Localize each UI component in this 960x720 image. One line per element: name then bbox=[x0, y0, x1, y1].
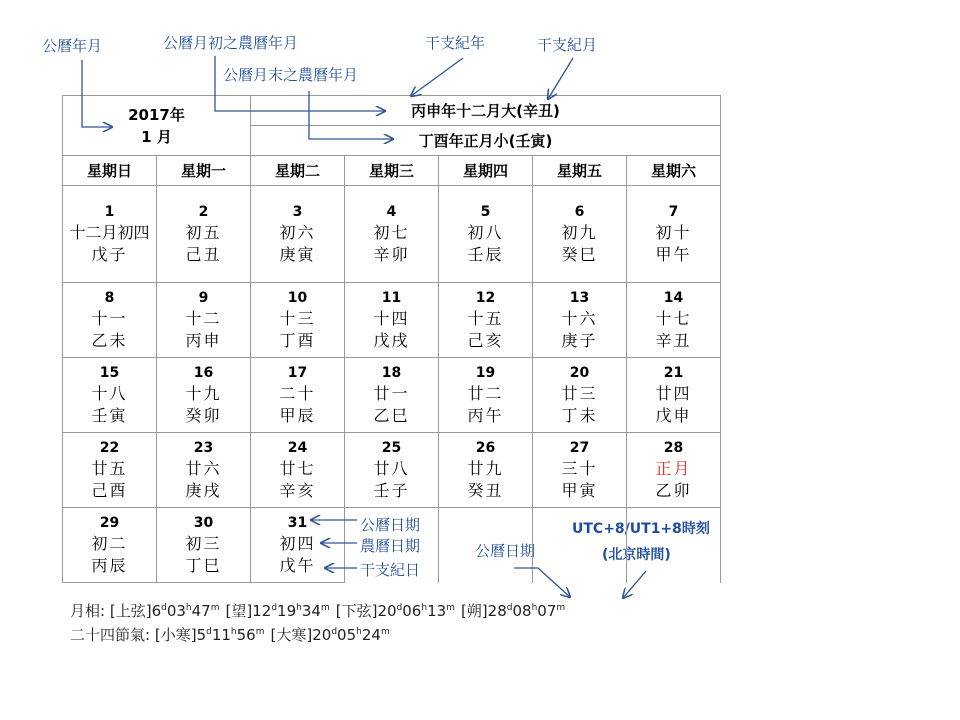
ganzhi-day-text: 戊戌 bbox=[373, 330, 410, 350]
gregorian-day-number: 4 bbox=[386, 203, 397, 220]
unit-hour: h bbox=[356, 627, 362, 637]
astro-event bbox=[336, 602, 455, 620]
astro-event bbox=[155, 626, 265, 644]
arrow-ganzhi-month bbox=[548, 58, 573, 99]
event-hour: 11 bbox=[211, 626, 231, 644]
ganzhi-day-text: 戊午 bbox=[279, 555, 316, 575]
lunar-date-text: 初六 bbox=[279, 222, 316, 242]
ganzhi-day-text: 癸丑 bbox=[467, 480, 504, 500]
moon-phases-line bbox=[70, 600, 571, 621]
gregorian-day-number: 24 bbox=[287, 439, 308, 456]
ganzhi-day-text: 壬子 bbox=[373, 480, 410, 500]
event-hour: 03 bbox=[166, 602, 186, 620]
ganzhi-day-text: 己酉 bbox=[91, 480, 128, 500]
ganzhi-day-text: 癸卯 bbox=[185, 405, 222, 425]
lunar-date-text: 十五 bbox=[467, 308, 504, 328]
event-hour: 08 bbox=[512, 602, 532, 620]
lunar-date-text: 廿一 bbox=[373, 383, 410, 403]
calendar-table bbox=[62, 95, 721, 583]
weekday-header: 星期二 bbox=[251, 156, 345, 186]
gregorian-day-number: 17 bbox=[287, 364, 308, 381]
event-minute: 34 bbox=[301, 602, 321, 620]
event-minute: 56 bbox=[236, 626, 256, 644]
event-minute: 13 bbox=[427, 602, 447, 620]
weekday-header: 星期四 bbox=[439, 156, 533, 186]
lunar-date-text: 十一 bbox=[91, 308, 128, 328]
lunar-date-text: 初七 bbox=[373, 222, 410, 242]
unit-minute: m bbox=[210, 603, 220, 613]
weekday-header: 星期六 bbox=[627, 156, 721, 186]
lunar-date-text: 十四 bbox=[373, 308, 410, 328]
annotation-gregorian-date-2: 公曆日期 bbox=[475, 542, 536, 560]
lunar-date-text: 初二 bbox=[91, 533, 128, 553]
event-minute: 07 bbox=[537, 602, 557, 620]
solar-terms-line bbox=[70, 624, 396, 645]
lunar-date-text: 廿四 bbox=[655, 383, 692, 403]
gregorian-day-number: 23 bbox=[193, 439, 214, 456]
day-cell bbox=[439, 186, 533, 283]
unit-hour: h bbox=[185, 603, 192, 613]
calendar-week-row bbox=[63, 433, 721, 508]
day-cell bbox=[627, 283, 721, 358]
lunar-start-cell: 丙申年十二月大(辛丑) bbox=[251, 96, 721, 126]
lunar-end-cell: 丁酉年正月小(壬寅) bbox=[251, 126, 721, 156]
unit-hour: h bbox=[230, 627, 237, 637]
gregorian-day-number: 31 bbox=[287, 514, 308, 531]
gregorian-day-number: 12 bbox=[475, 289, 496, 306]
lunar-date-text: 十六 bbox=[561, 308, 598, 328]
event-name: [下弦] bbox=[335, 602, 378, 620]
calendar-week-row bbox=[63, 283, 721, 358]
lunar-date-text: 十二月初四 bbox=[69, 222, 150, 242]
day-cell bbox=[627, 433, 721, 508]
lunar-date-text: 十九 bbox=[185, 383, 222, 403]
gregorian-day-number: 15 bbox=[99, 364, 120, 381]
gregorian-day-number: 27 bbox=[569, 439, 590, 456]
annotation-lunar-month-start: 公曆月初之農曆年月 bbox=[163, 34, 299, 52]
event-day: 12 bbox=[252, 602, 272, 620]
gregorian-day-number: 26 bbox=[475, 439, 496, 456]
lunar-date-text: 初五 bbox=[185, 222, 222, 242]
day-cell bbox=[63, 283, 157, 358]
ganzhi-day-text: 戊子 bbox=[91, 244, 128, 264]
unit-minute: m bbox=[380, 627, 390, 637]
gregorian-day-number: 28 bbox=[663, 439, 684, 456]
weekday-header: 星期日 bbox=[63, 156, 157, 186]
gregorian-day-number: 10 bbox=[287, 289, 308, 306]
lunar-date-text: 初八 bbox=[467, 222, 504, 242]
gregorian-day-number: 9 bbox=[198, 289, 209, 306]
day-cell bbox=[533, 508, 627, 583]
event-name: [大寒] bbox=[270, 626, 313, 644]
unit-day: d bbox=[161, 603, 167, 613]
annotation-ganzhi-day: 干支紀日 bbox=[360, 561, 421, 579]
unit-hour: h bbox=[531, 603, 538, 613]
day-cell bbox=[157, 433, 251, 508]
ganzhi-day-text: 丁未 bbox=[561, 405, 598, 425]
unit-hour: h bbox=[296, 603, 302, 613]
event-name: [朔] bbox=[460, 602, 488, 620]
calendar-week-row bbox=[63, 508, 721, 583]
lunar-date-text: 廿三 bbox=[561, 383, 598, 403]
weekday-header: 星期三 bbox=[345, 156, 439, 186]
unit-day: d bbox=[396, 603, 403, 613]
ganzhi-day-text: 己丑 bbox=[185, 244, 222, 264]
ganzhi-day-text: 庚寅 bbox=[279, 244, 316, 264]
event-hour: 05 bbox=[337, 626, 357, 644]
annotation-gregorian-year-month: 公曆年月 bbox=[42, 37, 103, 55]
event-minute: 24 bbox=[361, 626, 381, 644]
day-cell bbox=[439, 508, 536, 583]
gregorian-day-number: 30 bbox=[193, 514, 214, 531]
gregorian-day-number: 7 bbox=[668, 203, 679, 220]
gregorian-day-number: 14 bbox=[663, 289, 684, 306]
event-hour: 06 bbox=[402, 602, 422, 620]
event-name: [小寒] bbox=[154, 626, 197, 644]
ganzhi-day-text: 庚戌 bbox=[185, 480, 222, 500]
lunar-date-text: 廿九 bbox=[467, 458, 504, 478]
event-name: [上弦] bbox=[109, 602, 152, 620]
weekday-row bbox=[63, 156, 721, 186]
annotation-lunar-date: 農曆日期 bbox=[360, 537, 421, 555]
day-cell bbox=[251, 283, 345, 358]
ganzhi-day-text: 甲寅 bbox=[561, 480, 598, 500]
unit-day: d bbox=[271, 603, 278, 613]
ganzhi-day-text: 癸巳 bbox=[561, 244, 598, 264]
day-cell bbox=[345, 508, 439, 583]
event-hour: 19 bbox=[277, 602, 297, 620]
event-day: 20 bbox=[377, 602, 397, 620]
day-cell bbox=[627, 358, 721, 433]
day-cell bbox=[251, 186, 345, 283]
weekday-header: 星期一 bbox=[157, 156, 251, 186]
gregorian-day-number: 6 bbox=[574, 203, 585, 220]
gregorian-day-number: 22 bbox=[99, 439, 120, 456]
unit-minute: m bbox=[556, 603, 566, 613]
lunar-date-text: 正月 bbox=[655, 458, 692, 478]
gregorian-day-number: 29 bbox=[99, 514, 120, 531]
ganzhi-day-text: 乙巳 bbox=[373, 405, 410, 425]
unit-day: d bbox=[206, 627, 212, 637]
ganzhi-day-text: 丙午 bbox=[467, 405, 504, 425]
solar-terms-label: 二十四節氣: bbox=[70, 626, 151, 644]
ganzhi-day-text: 戊申 bbox=[655, 405, 692, 425]
unit-day: d bbox=[506, 603, 513, 613]
event-name: [望] bbox=[225, 602, 253, 620]
ganzhi-day-text: 壬辰 bbox=[467, 244, 504, 264]
gregorian-day-number: 18 bbox=[381, 364, 402, 381]
astro-event bbox=[461, 602, 565, 620]
gregorian-day-number: 13 bbox=[569, 289, 590, 306]
day-cell bbox=[63, 508, 157, 583]
day-cell bbox=[533, 358, 627, 433]
day-cell bbox=[533, 433, 627, 508]
astro-event bbox=[271, 626, 390, 644]
lunar-date-text: 三十 bbox=[561, 458, 598, 478]
day-cell bbox=[345, 283, 439, 358]
day-cell bbox=[251, 508, 345, 583]
gregorian-day-number: 20 bbox=[569, 364, 590, 381]
day-cell bbox=[157, 283, 251, 358]
unit-day: d bbox=[331, 627, 338, 637]
unit-hour: h bbox=[421, 603, 428, 613]
lunar-date-text: 初十 bbox=[655, 222, 692, 242]
year-month-cell bbox=[63, 96, 251, 156]
gregorian-day-number: 19 bbox=[475, 364, 496, 381]
arrow-ganzhi-year bbox=[411, 58, 463, 96]
calendar-week-row bbox=[63, 358, 721, 433]
day-cell bbox=[345, 433, 439, 508]
annotation-beijing-time: (北京時間) bbox=[602, 547, 671, 563]
calendar-week-row bbox=[63, 186, 721, 283]
gregorian-day-number: 8 bbox=[104, 289, 115, 306]
day-cell bbox=[251, 358, 345, 433]
lunar-date-text: 廿八 bbox=[373, 458, 410, 478]
lunar-date-text: 二十 bbox=[279, 383, 316, 403]
day-cell bbox=[63, 358, 157, 433]
gregorian-day-number: 3 bbox=[292, 203, 303, 220]
day-cell bbox=[345, 358, 439, 433]
annotation-timezone: UTC+8/UT1+8時刻 bbox=[572, 521, 710, 537]
day-cell bbox=[627, 186, 721, 283]
day-cell bbox=[439, 433, 533, 508]
day-cell bbox=[533, 283, 627, 358]
annotation-ganzhi-year: 干支紀年 bbox=[425, 34, 486, 52]
annotation-ganzhi-month: 干支紀月 bbox=[537, 36, 598, 54]
ganzhi-day-text: 甲辰 bbox=[279, 405, 316, 425]
day-cell bbox=[157, 358, 251, 433]
astro-event bbox=[226, 602, 330, 620]
moon-phases-label: 月相: bbox=[70, 602, 106, 620]
astro-event bbox=[110, 602, 220, 620]
gregorian-day-number: 2 bbox=[198, 203, 209, 220]
ganzhi-day-text: 丁酉 bbox=[279, 330, 316, 350]
ganzhi-day-text: 丙辰 bbox=[91, 555, 128, 575]
ganzhi-day-text: 庚子 bbox=[561, 330, 598, 350]
event-day: 5 bbox=[196, 626, 207, 644]
ganzhi-day-text: 辛丑 bbox=[655, 330, 692, 350]
day-cell bbox=[251, 433, 345, 508]
day-cell bbox=[157, 186, 251, 283]
unit-minute: m bbox=[255, 627, 265, 637]
day-cell bbox=[63, 186, 157, 283]
weekday-header: 星期五 bbox=[533, 156, 627, 186]
gregorian-day-number: 21 bbox=[663, 364, 684, 381]
day-cell bbox=[533, 186, 627, 283]
lunar-date-text: 廿二 bbox=[467, 383, 504, 403]
event-minute: 47 bbox=[191, 602, 211, 620]
gregorian-day-number: 1 bbox=[104, 203, 115, 220]
day-cell bbox=[439, 283, 533, 358]
month-label: 1 月 bbox=[141, 127, 172, 146]
lunar-date-text: 十二 bbox=[185, 308, 222, 328]
lunar-date-text: 十八 bbox=[91, 383, 128, 403]
ganzhi-day-text: 壬寅 bbox=[91, 405, 128, 425]
ganzhi-day-text: 乙卯 bbox=[655, 480, 692, 500]
event-day: 6 bbox=[151, 602, 162, 620]
ganzhi-day-text: 丙申 bbox=[185, 330, 222, 350]
unit-minute: m bbox=[320, 603, 330, 613]
gregorian-day-number: 25 bbox=[381, 439, 402, 456]
calendar-body bbox=[63, 186, 721, 583]
lunar-date-text: 廿六 bbox=[185, 458, 222, 478]
day-cell bbox=[439, 358, 533, 433]
day-cell bbox=[63, 433, 157, 508]
lunar-date-text: 初四 bbox=[279, 533, 316, 553]
day-cell bbox=[627, 508, 721, 583]
day-cell bbox=[345, 186, 439, 283]
gregorian-day-number: 16 bbox=[193, 364, 214, 381]
day-cell bbox=[157, 508, 251, 583]
lunar-date-text: 十三 bbox=[279, 308, 316, 328]
unit-minute: m bbox=[446, 603, 455, 613]
solar-terms-items bbox=[155, 626, 396, 644]
year-label: 2017年 bbox=[128, 105, 185, 124]
annotation-lunar-month-end: 公曆月末之農曆年月 bbox=[223, 66, 359, 84]
event-day: 20 bbox=[312, 626, 332, 644]
lunar-date-text: 十七 bbox=[655, 308, 692, 328]
ganzhi-day-text: 丁巳 bbox=[185, 555, 222, 575]
lunar-date-text: 初九 bbox=[561, 222, 598, 242]
moon-phases-items bbox=[110, 602, 571, 620]
ganzhi-day-text: 辛亥 bbox=[279, 480, 316, 500]
ganzhi-day-text: 己亥 bbox=[467, 330, 504, 350]
lunar-date-text: 廿七 bbox=[279, 458, 316, 478]
gregorian-day-number: 5 bbox=[480, 203, 491, 220]
gregorian-day-number: 11 bbox=[381, 289, 402, 306]
event-day: 28 bbox=[487, 602, 507, 620]
annotation-gregorian-date: 公曆日期 bbox=[360, 516, 421, 534]
lunar-date-text: 廿五 bbox=[91, 458, 128, 478]
ganzhi-day-text: 辛卯 bbox=[373, 244, 410, 264]
ganzhi-day-text: 乙未 bbox=[91, 330, 128, 350]
lunar-date-text: 初三 bbox=[185, 533, 222, 553]
ganzhi-day-text: 甲午 bbox=[655, 244, 692, 264]
